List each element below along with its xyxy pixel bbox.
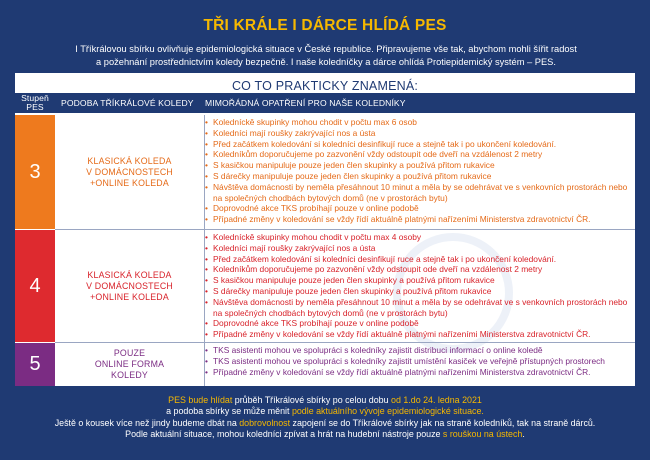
list-item: • Případné změny v koledování se vždy řídí aktuálně platnými nařízeními Ministerstva zdravotnictví ČR. bbox=[205, 214, 591, 225]
intro-text bbox=[36, 43, 616, 69]
list-item: • S kasičkou manipuluje pouze jeden člen skupinky a používá přitom rukavice bbox=[205, 160, 495, 171]
list-item: • Doprovodné akce TKS probíhají pouze v online podobě bbox=[205, 318, 419, 329]
list-item: • Před začátkem koledování si koledníci desinfikují ruce a stejně tak i po ukončení koledování. bbox=[205, 138, 557, 149]
measures-panel bbox=[15, 73, 635, 386]
measures-list-4 bbox=[205, 232, 631, 340]
table-row-level-5 bbox=[15, 343, 635, 386]
table-row-level-3 bbox=[15, 115, 635, 229]
list-item: • Koledníckě skupinky mohou chodit v počtu max 4 osoby bbox=[205, 232, 422, 242]
list-item: • TKS asistenti mohou ve spolupráci s koledníky zajistit umístění kasiček ve veřejně přístupných prostorech bbox=[205, 355, 605, 366]
list-item: • Doprovodné akce TKS probíhají pouze v online podobě bbox=[205, 203, 419, 214]
list-item: • Případné změny v koledování se vždy řídí aktuálně platnými nařízeními Ministerstva zdravotnictví ČR. bbox=[205, 329, 591, 340]
list-item: • Koledníci mají roušky zakrývající nos a ústa bbox=[205, 127, 376, 138]
list-item: • Případné změny v koledování se vždy řídí aktuálně platnými nařízeními Ministerstva zdravotnictví ČR. bbox=[205, 366, 591, 377]
list-item: • Návštěva domácnosti by neměla přesáhnout 10 minut a měla by se odehrávat ve s venkovních prostorách nebo na společných chodbách bytových domů (ne v prostorách bytu) bbox=[205, 181, 628, 203]
footer-line-4: Podle aktuální situace, mohou koledníci zpívat a hrát na hudební nástroje pouze s rouškou na ústech. bbox=[125, 429, 525, 440]
list-item: • Koledníci mají roušky zakrývající nos a ústa bbox=[205, 242, 376, 253]
table-header bbox=[15, 93, 635, 113]
list-item: • Koledníckě skupinky mohou chodit v počtu max 6 osob bbox=[205, 117, 417, 127]
header-opatreni: MIMOŘÁDNÁ OPATŘENÍ PRO NAŠE KOLEDNÍKY bbox=[205, 98, 406, 108]
list-item: • S kasičkou manipuluje pouze jeden člen skupinky a používá přitom rukavice bbox=[205, 275, 495, 286]
koleda-form-3: KLASICKÁ KOLEDA V DOMÁCNOSTECH +ONLINE KOLEDA bbox=[55, 115, 205, 229]
page-title: TŘI KRÁLE I DÁRCE HLÍDÁ PES bbox=[203, 17, 447, 34]
panel-title: CO TO PRAKTICKY ZNAMENÁ: bbox=[231, 79, 419, 93]
koleda-form-5: POUZE ONLINE FORMA KOLEDY bbox=[55, 343, 205, 386]
list-item: • Před začátkem koledování si koledníci desinfikují ruce a stejně tak i po ukončení koledování. bbox=[205, 253, 557, 264]
table-row-level-4 bbox=[15, 230, 635, 342]
list-item: • Koledníkům doporučujeme po zazvonění vždy odstoupit ode dveří na vzdálenost 2 metry bbox=[205, 264, 543, 275]
koleda-form-4: KLASICKÁ KOLEDA V DOMÁCNOSTECH +ONLINE KOLEDA bbox=[55, 230, 205, 342]
intro-line-2: a požehnání prostřednictvím koledy bezpečně. I naše koledníčky a dárce ohlídá Protiepidemický systém – PES. bbox=[96, 57, 556, 67]
header-stupen: Stupeň PES bbox=[21, 93, 49, 112]
list-item: • Návštěva domácnosti by neměla přesáhnout 10 minut a měla by se odehrávat ve s venkovních prostorách nebo na společných chodbách bytových domů (ne v prostorách bytu) bbox=[205, 296, 628, 318]
level-badge-3: 3 bbox=[15, 115, 55, 229]
footer-line-2: a podoba sbírky se může měnit podle aktuálního vývoje epidemiologické situace. bbox=[166, 406, 484, 417]
list-item: • Koledníkům doporučujeme po zazvonění vždy odstoupit ode dveří na vzdálenost 2 metry bbox=[205, 149, 543, 160]
list-item: • S dárečky manipuluje pouze jeden člen skupinky a používá přitom rukavice bbox=[205, 170, 492, 181]
header-podoba: PODOBA TŘÍKRÁLOVÉ KOLEDY bbox=[61, 98, 194, 108]
footer-text bbox=[20, 395, 630, 441]
level-badge-5: 5 bbox=[15, 343, 55, 386]
level-badge-4: 4 bbox=[15, 230, 55, 342]
footer-line-3: Ještě o kousek více než jindy budeme dbát na dobrovolnost zapojení se do Tříkrálové sbírky jak na straně koledníků, tak na straně dárců. bbox=[54, 417, 596, 428]
intro-line-1: I Tříkrálovou sbírku ovlivňuje epidemiologická situace v České republice. Připravujeme vše tak, abychom mohli šířit radost bbox=[75, 44, 577, 54]
measures-list-5 bbox=[205, 345, 631, 377]
measures-list-3 bbox=[205, 117, 631, 225]
list-item: • TKS asistenti mohou ve spolupráci s koledníky zajistit distribuci informací o online koledě bbox=[205, 345, 543, 355]
list-item: • S dárečky manipuluje pouze jeden člen skupinky a používá přitom rukavice bbox=[205, 285, 492, 296]
footer-line-1: PES bude hlídat průběh Tříkrálové sbírky po celou dobu od 1.do 24. ledna 2021 bbox=[168, 395, 482, 405]
